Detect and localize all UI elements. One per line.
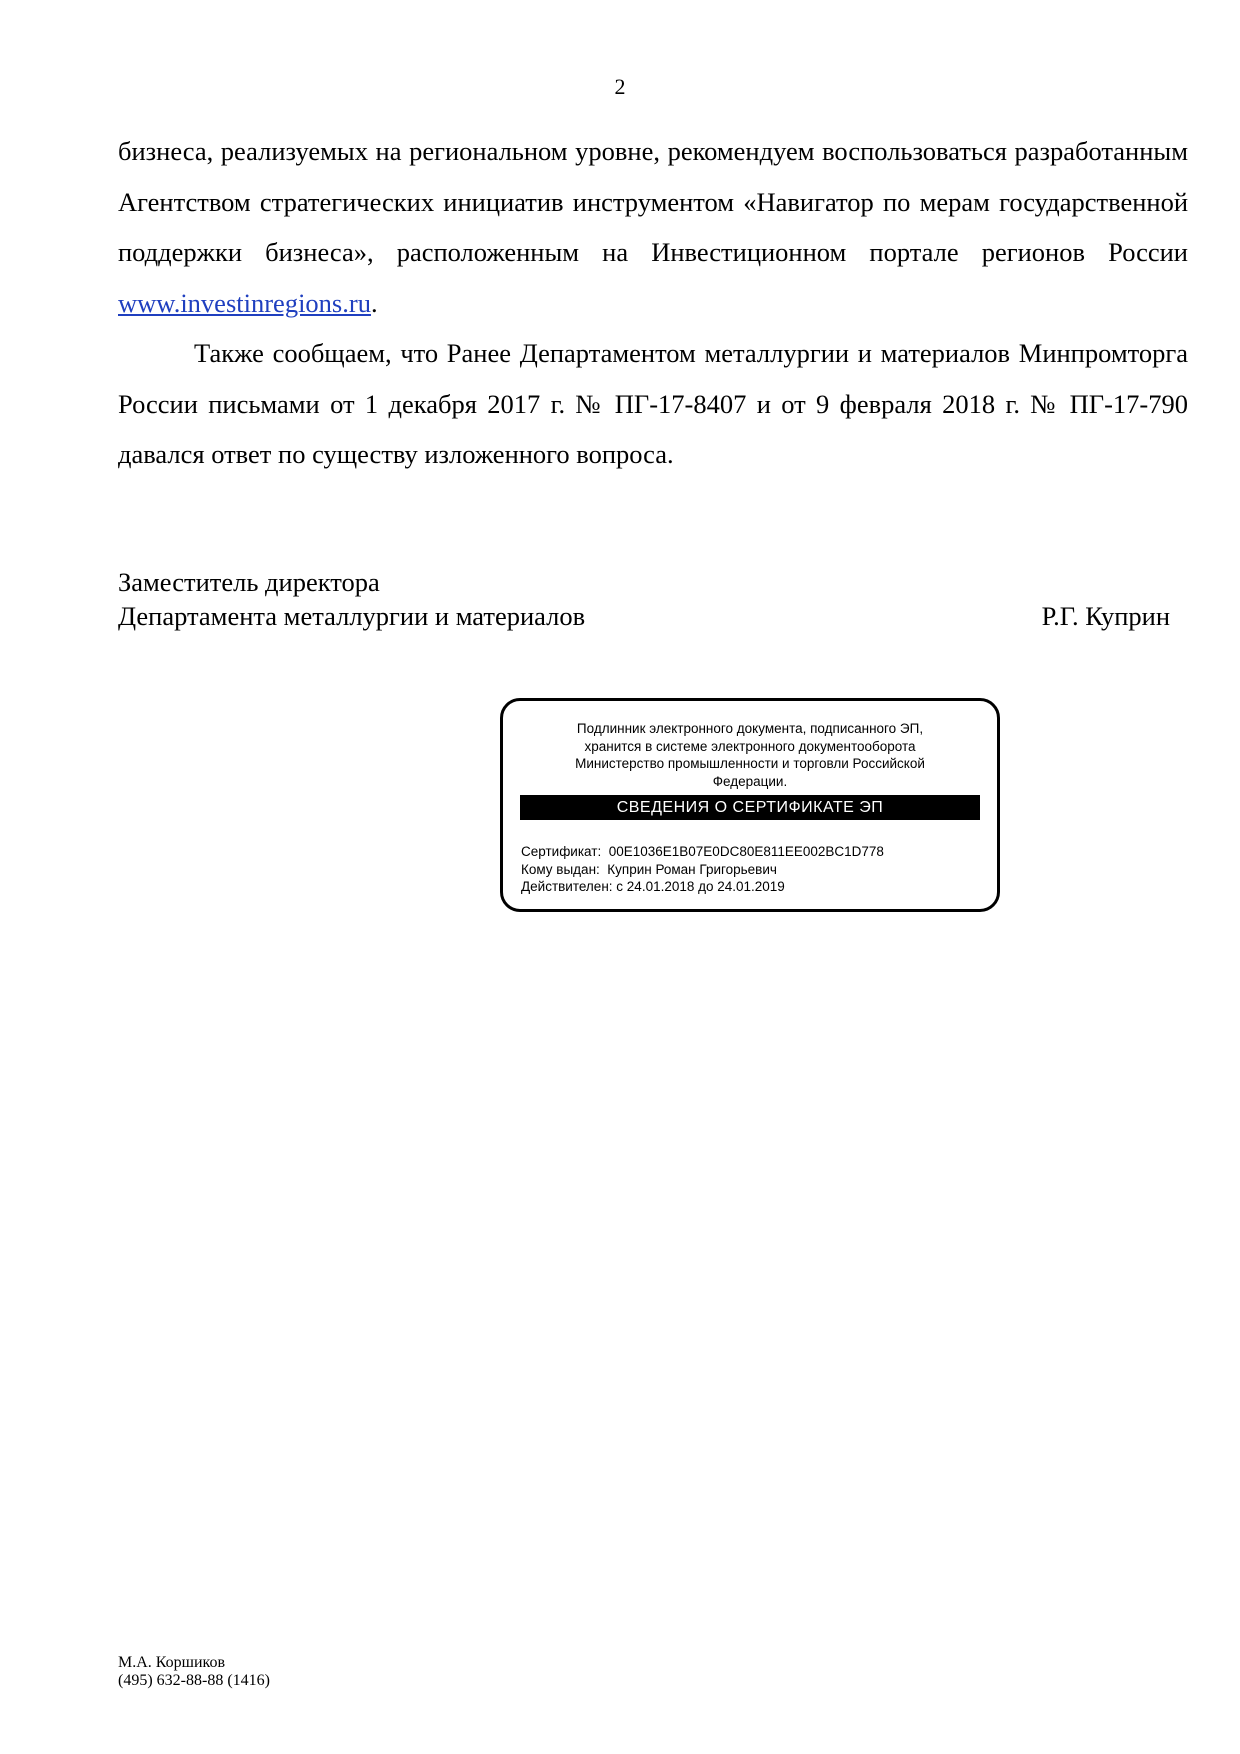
valid-label: Действителен: bbox=[521, 879, 613, 894]
valid-value: с 24.01.2018 до 24.01.2019 bbox=[616, 879, 785, 894]
electronic-signature-stamp bbox=[500, 698, 1000, 912]
stamp-notice-line: Подлинник электронного документа, подписанного ЭП, bbox=[576, 721, 924, 736]
stamp-notice-line: Министерство промышленности и торговли Российской bbox=[575, 756, 925, 771]
signatory-position-line1: Заместитель директора bbox=[118, 567, 380, 597]
executor-phone: (495) 632-88-88 (1416) bbox=[118, 1672, 270, 1689]
stamp-notice bbox=[503, 720, 997, 790]
paragraph-previous-letters: Также сообщаем, что Ранее Департаментом металлургии и материалов Минпромторга России письмами от 1 декабря 2017 г. № ПГ-17-8407 и от 9 февраля 2018 г. № ПГ-17-790 давался ответ по существу изложенного вопроса. bbox=[118, 338, 1188, 469]
paragraph-navigator-text: бизнеса, реализуемых на региональном уровне, рекомендуем воспользоваться разработанным Агентством стратегических инициатив инструментом «Навигатор по мерам государственной поддержки бизнеса», расположенным на Инвестиционном портале регионов России bbox=[118, 136, 1188, 267]
issued-to-value: Куприн Роман Григорьевич bbox=[607, 861, 777, 877]
certificate-value: 00E1036E1B07E0DC80E811EE002BC1D778 bbox=[608, 844, 884, 859]
investinregions-link[interactable]: www.investinregions.ru bbox=[118, 287, 371, 318]
executor-name: М.А. Коршиков bbox=[118, 1654, 226, 1671]
signatory-name: Р.Г. Куприн bbox=[1041, 601, 1170, 631]
certificate-label: Сертификат: bbox=[521, 844, 602, 859]
letter-body bbox=[118, 126, 1188, 480]
stamp-notice-line: Федерации. bbox=[712, 773, 788, 789]
issued-to-label: Кому выдан: bbox=[521, 861, 600, 877]
stamp-notice-line: хранится в системе электронного документооборота bbox=[584, 738, 916, 754]
signature-block bbox=[118, 565, 1170, 633]
page-number: 2 bbox=[614, 74, 626, 99]
paragraph-navigator-end: . bbox=[370, 287, 378, 318]
signatory-position-line2: Департамента металлургии и материалов bbox=[118, 601, 586, 631]
paragraph-navigator bbox=[118, 126, 1188, 328]
stamp-certificate-header: СВЕДЕНИЯ О СЕРТИФИКАТЕ ЭП bbox=[520, 795, 980, 820]
stamp-details bbox=[521, 843, 884, 896]
executor-footer bbox=[118, 1654, 270, 1690]
